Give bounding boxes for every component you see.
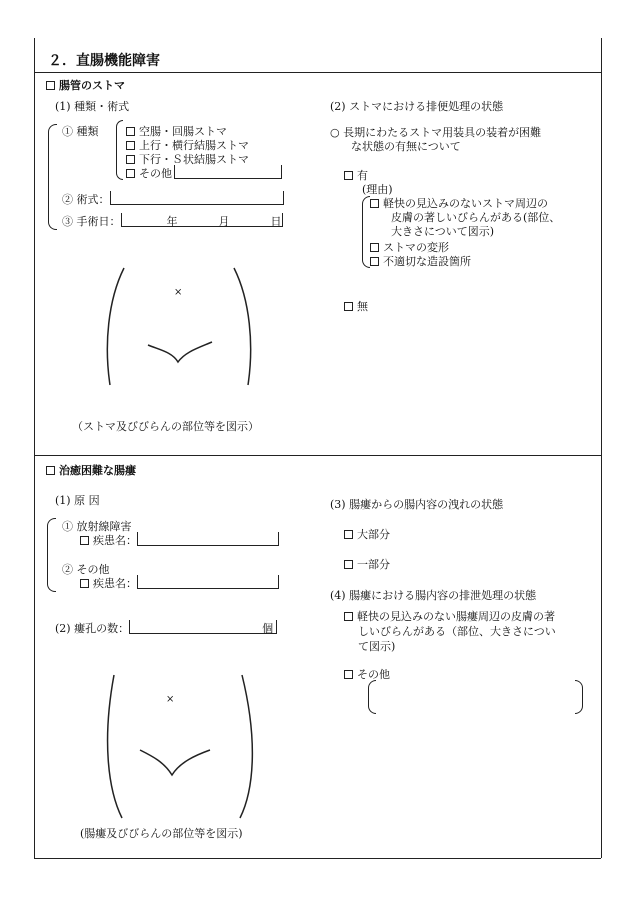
drain-option-1-line3: て図示) <box>358 640 396 653</box>
type-label: ① 種類 <box>62 125 99 138</box>
checkbox[interactable] <box>344 530 353 539</box>
checkbox[interactable] <box>370 243 379 252</box>
cause-brace <box>47 518 56 592</box>
drain-option-1-line2: しいびらんがある（部位、大きさについ <box>358 625 556 638</box>
fistula-mark: × <box>166 694 175 705</box>
reason-option-3[interactable]: 不適切な造設箇所 <box>370 253 471 269</box>
fistula-count-row: (2) 瘻孔の数： 個 <box>55 620 277 636</box>
fistula-q4-label: (4) 腸瘻における腸内容の排泄処理の状態 <box>330 589 537 602</box>
checkbox[interactable] <box>344 171 353 180</box>
checkbox[interactable] <box>370 199 379 208</box>
cause-2-disease-field[interactable] <box>137 576 279 589</box>
section-fistula-heading: 治癒困難な腸瘻 <box>46 462 136 478</box>
reason-label: (理由) <box>362 183 393 196</box>
stoma-mark: × <box>174 287 183 298</box>
fistula-checkbox[interactable] <box>46 466 55 475</box>
cause-1-disease-row: 疾患名： <box>80 532 279 548</box>
count-unit: 個 <box>262 622 274 635</box>
checkbox[interactable] <box>80 579 89 588</box>
surgery-row: ② 術式： <box>62 191 284 207</box>
date-row: ③ 手術日： 年 月 日 <box>62 215 282 228</box>
checkbox[interactable] <box>344 612 353 621</box>
cause-1-label: ① 放射線障害 <box>62 520 132 533</box>
drain-option-2[interactable]: その他 <box>344 666 390 682</box>
checkbox[interactable] <box>344 560 353 569</box>
other-bracket-left <box>368 680 376 714</box>
type-option-2[interactable]: 上行・横行結腸ストマ <box>126 137 249 153</box>
reason-option-1-line2: 皮膚の著しいびらんがある(部位、 <box>391 211 561 224</box>
cause-2-label: ② その他 <box>62 563 110 576</box>
other-bracket-right <box>575 680 583 714</box>
checkbox[interactable] <box>80 536 89 545</box>
year-unit: 年 <box>166 215 178 228</box>
q2-question-line1: ○ 長期にわたるストマ用装具の装着が困難 <box>330 126 542 139</box>
q2-question-line2: な状態の有無について <box>351 140 461 153</box>
reason-option-1-line3: 大きさについて図示) <box>391 225 495 238</box>
type-option-4[interactable]: その他 <box>126 165 282 181</box>
checkbox[interactable] <box>344 670 353 679</box>
fistula-count-field[interactable] <box>129 621 277 634</box>
day-unit: 日 <box>270 215 282 228</box>
drain-option-1[interactable]: 軽快の見込みのない腸瘻周辺の皮膚の著 <box>344 608 555 624</box>
leak-option-2[interactable]: 一部分 <box>344 556 390 572</box>
reason-option-2[interactable]: ストマの変形 <box>370 239 449 255</box>
reason-brace <box>362 196 370 268</box>
checkbox[interactable] <box>344 302 353 311</box>
fistula-caption: (腸瘻及びびらんの部位等を図示) <box>80 827 243 840</box>
stoma-q1-label: (1) 種類・術式 <box>55 100 130 113</box>
section-stoma-heading: 腸管のストマ <box>46 77 125 93</box>
stoma-q2-label: (2) ストマにおける排便処理の状態 <box>330 100 504 113</box>
leak-option-1[interactable]: 大部分 <box>344 526 390 542</box>
checkbox[interactable] <box>370 257 379 266</box>
no-option[interactable]: 無 <box>344 298 368 314</box>
other-description-field[interactable] <box>380 682 570 710</box>
fistula-q1-label: (1) 原 因 <box>55 494 100 507</box>
type-option-1[interactable]: 空腸・回腸ストマ <box>126 123 227 139</box>
cause-1-disease-field[interactable] <box>137 533 279 546</box>
cause-2-disease-row: 疾患名： <box>80 575 279 591</box>
type-option-3[interactable]: 下行・Ｓ状結腸ストマ <box>126 151 249 167</box>
fistula-q3-label: (3) 腸瘻からの腸内容の洩れの状態 <box>330 498 504 511</box>
stoma-caption: （ストマ及びびらんの部位等を図示） <box>72 420 259 433</box>
reason-option-1[interactable]: 軽快の見込みのないストマ周辺の <box>370 195 548 211</box>
yes-option[interactable]: 有 <box>344 167 368 183</box>
page-title: ２．直腸機能障害 <box>48 53 160 69</box>
month-unit: 月 <box>218 215 230 228</box>
